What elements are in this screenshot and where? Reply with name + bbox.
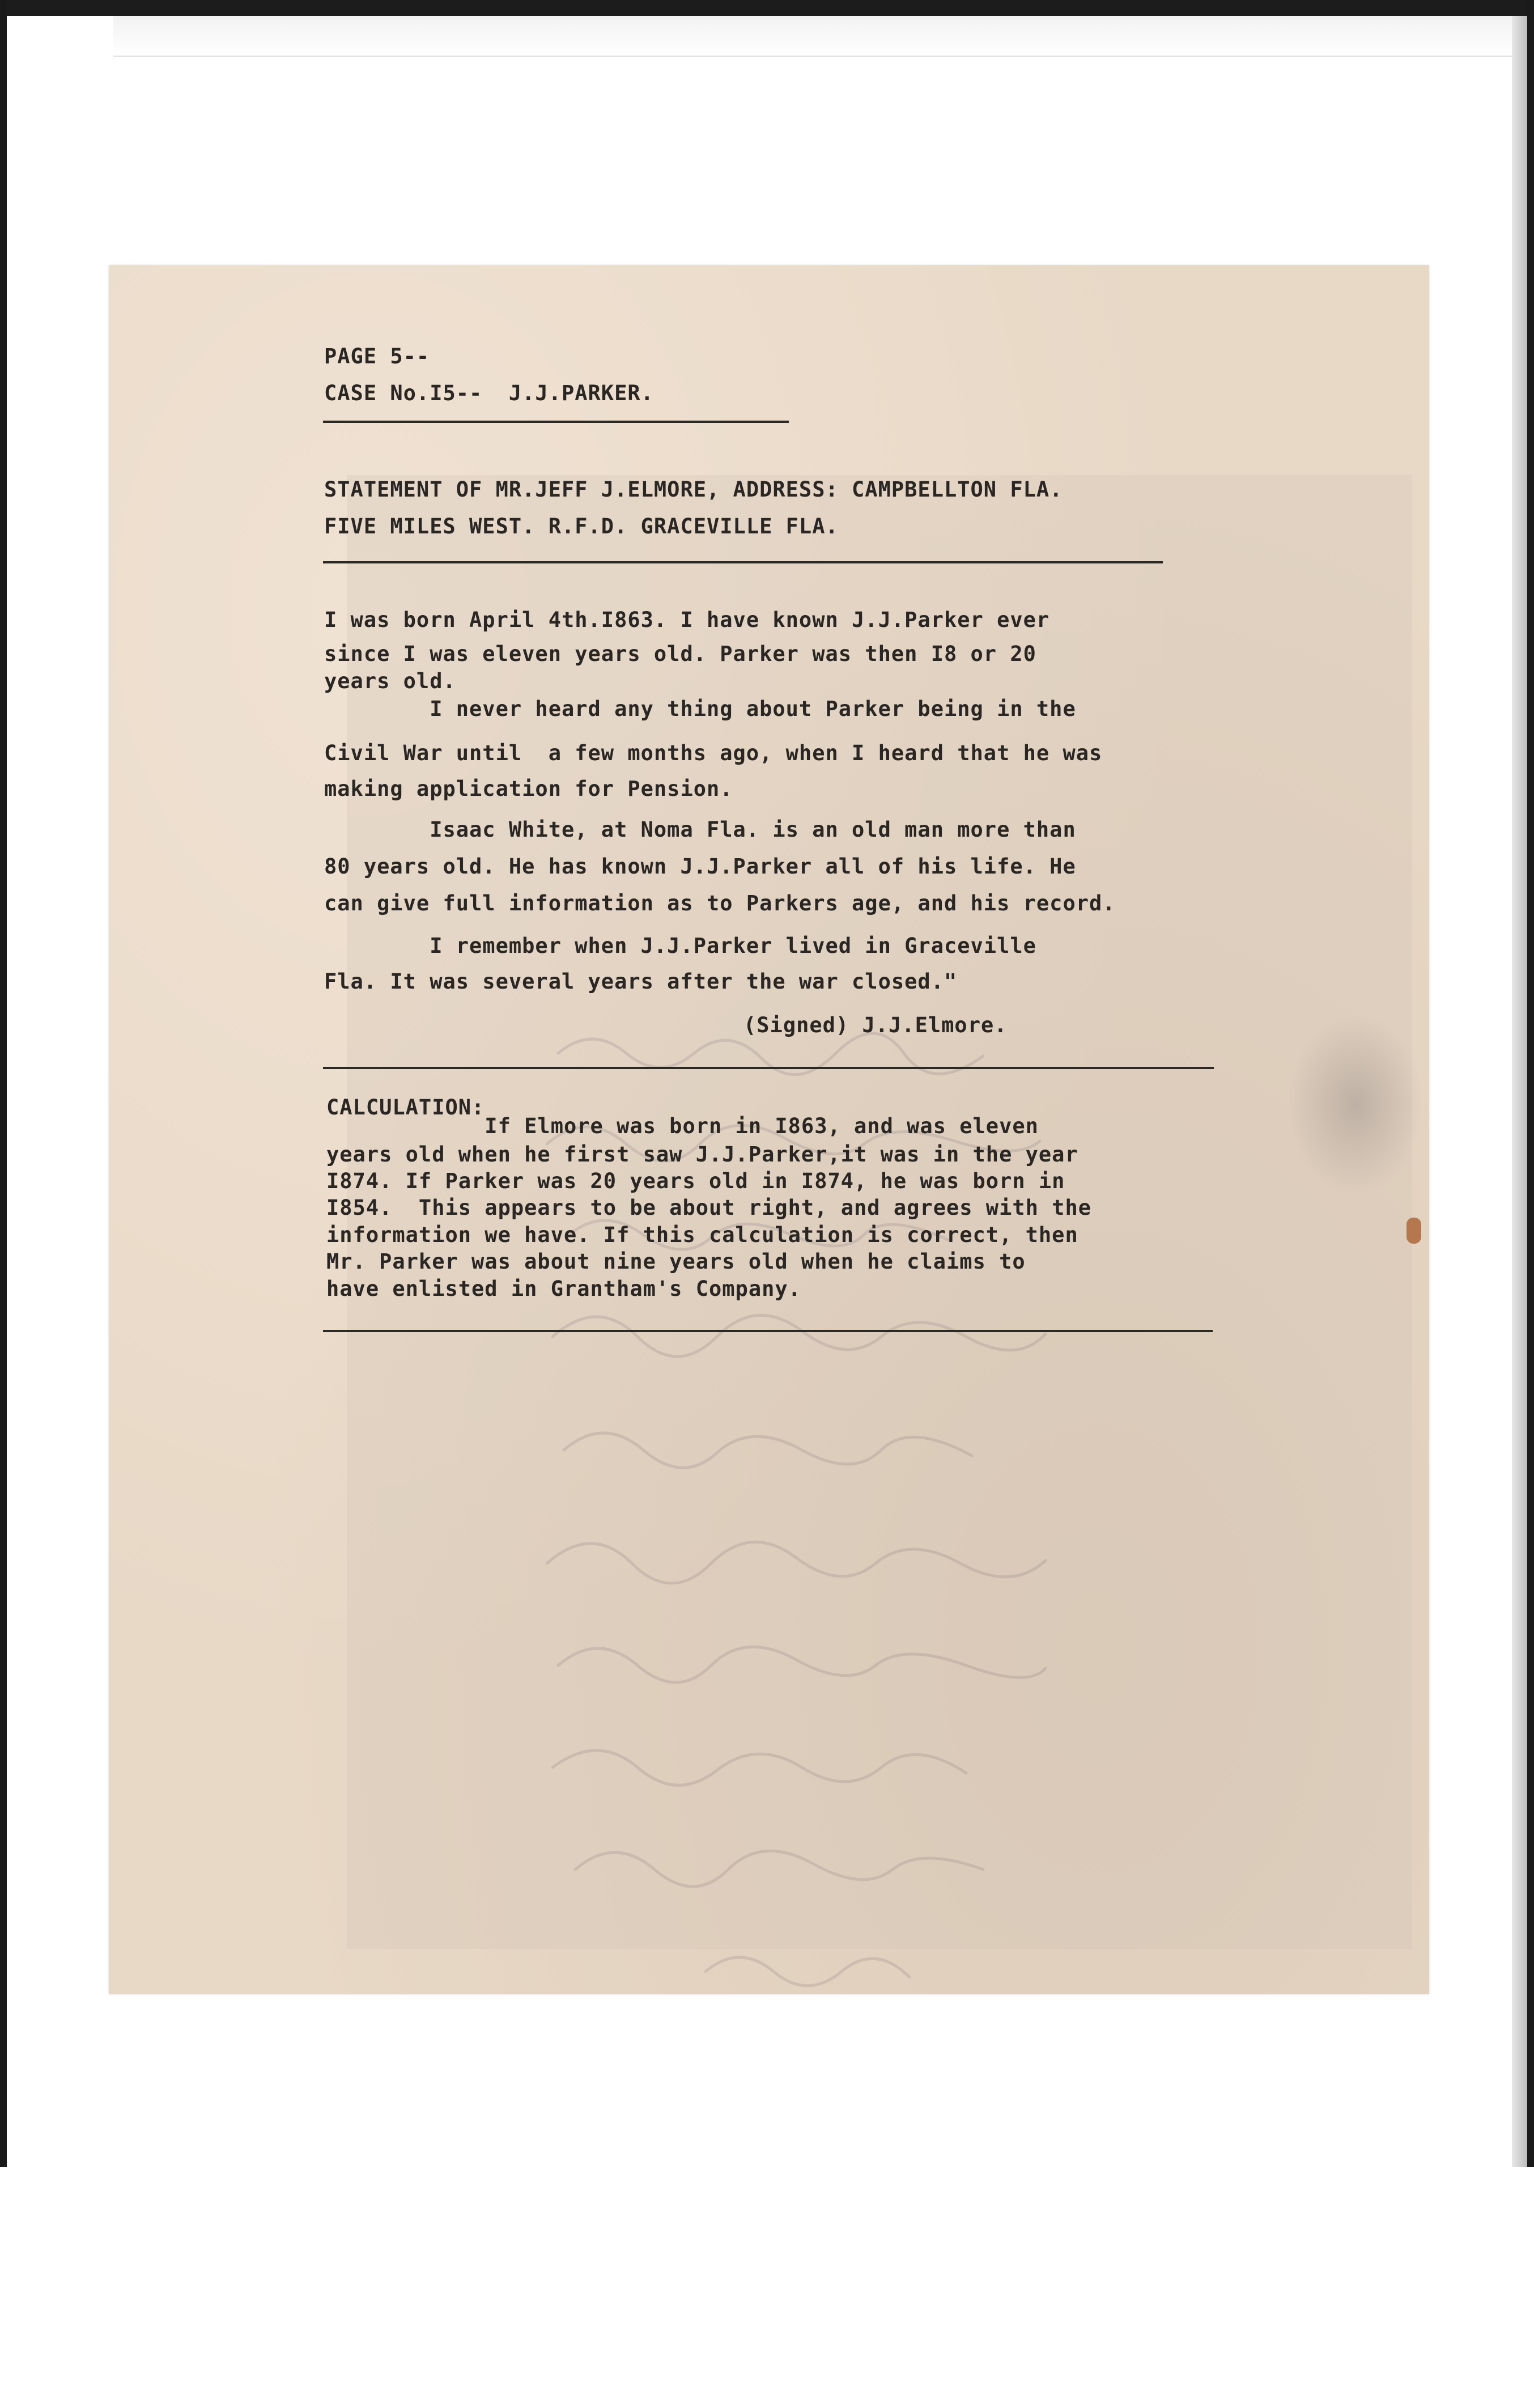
- body-line: making application for Pension.: [324, 777, 733, 801]
- body-line: Civil War until a few months ago, when I heard that he was: [324, 741, 1103, 765]
- scan-frame-top-edge: [113, 16, 1534, 57]
- scan-frame-right: [1527, 0, 1534, 2167]
- signature-line: (Signed) J.J.Elmore.: [743, 1013, 1008, 1037]
- body-line: Fla. It was several years after the war closed.": [324, 969, 958, 994]
- calculation-line: information we have. If this calculation is correct, then: [326, 1223, 1078, 1247]
- calculation-line: I874. If Parker was 20 years old in I874, he was born in: [326, 1169, 1065, 1193]
- body-line: I never heard any thing about Parker being in the: [324, 697, 1076, 721]
- calculation-line: years old when he first saw J.J.Parker,it was in the year: [326, 1142, 1078, 1167]
- calculation-line: have enlisted in Grantham's Company.: [326, 1277, 801, 1301]
- body-line: I remember when J.J.Parker lived in Graceville: [324, 934, 1036, 958]
- body-line: since I was eleven years old. Parker was then I8 or 20: [324, 642, 1036, 666]
- calculation-line: If Elmore was born in I863, and was eleven: [326, 1114, 1039, 1138]
- case-label: CASE No.I5-- J.J.PARKER.: [324, 381, 654, 405]
- body-line: years old.: [324, 669, 456, 693]
- statement-title-line-1: STATEMENT OF MR.JEFF J.ELMORE, ADDRESS: CAMPBELLTON FLA.: [324, 477, 1063, 502]
- statement-underline: [323, 561, 1163, 563]
- body-line: can give full information as to Parkers age, and his record.: [324, 891, 1116, 915]
- statement-title-line-2: FIVE MILES WEST. R.F.D. GRACEVILLE FLA.: [324, 514, 839, 539]
- scan-frame-top: [0, 0, 1534, 16]
- calculation-label: CALCULATION:: [326, 1095, 485, 1120]
- paper-stain: [1287, 1014, 1423, 1195]
- calculation-end-rule: [323, 1330, 1213, 1332]
- statement-end-rule: [323, 1067, 1214, 1069]
- header-underline: [323, 421, 789, 423]
- page-label: PAGE 5--: [324, 344, 430, 368]
- body-line: 80 years old. He has known J.J.Parker all of his life. He: [324, 854, 1076, 879]
- calculation-line: Mr. Parker was about nine years old when he claims to: [326, 1249, 1026, 1274]
- scan-frame-right-edge: [1512, 16, 1527, 2167]
- paper-stain-dot: [1406, 1218, 1421, 1244]
- calculation-line: I854. This appears to be about right, and agrees with the: [326, 1195, 1092, 1220]
- body-line: I was born April 4th.I863. I have known J.J.Parker ever: [324, 608, 1050, 632]
- body-line: Isaac White, at Noma Fla. is an old man more than: [324, 817, 1076, 842]
- scan-frame-left: [0, 0, 7, 2167]
